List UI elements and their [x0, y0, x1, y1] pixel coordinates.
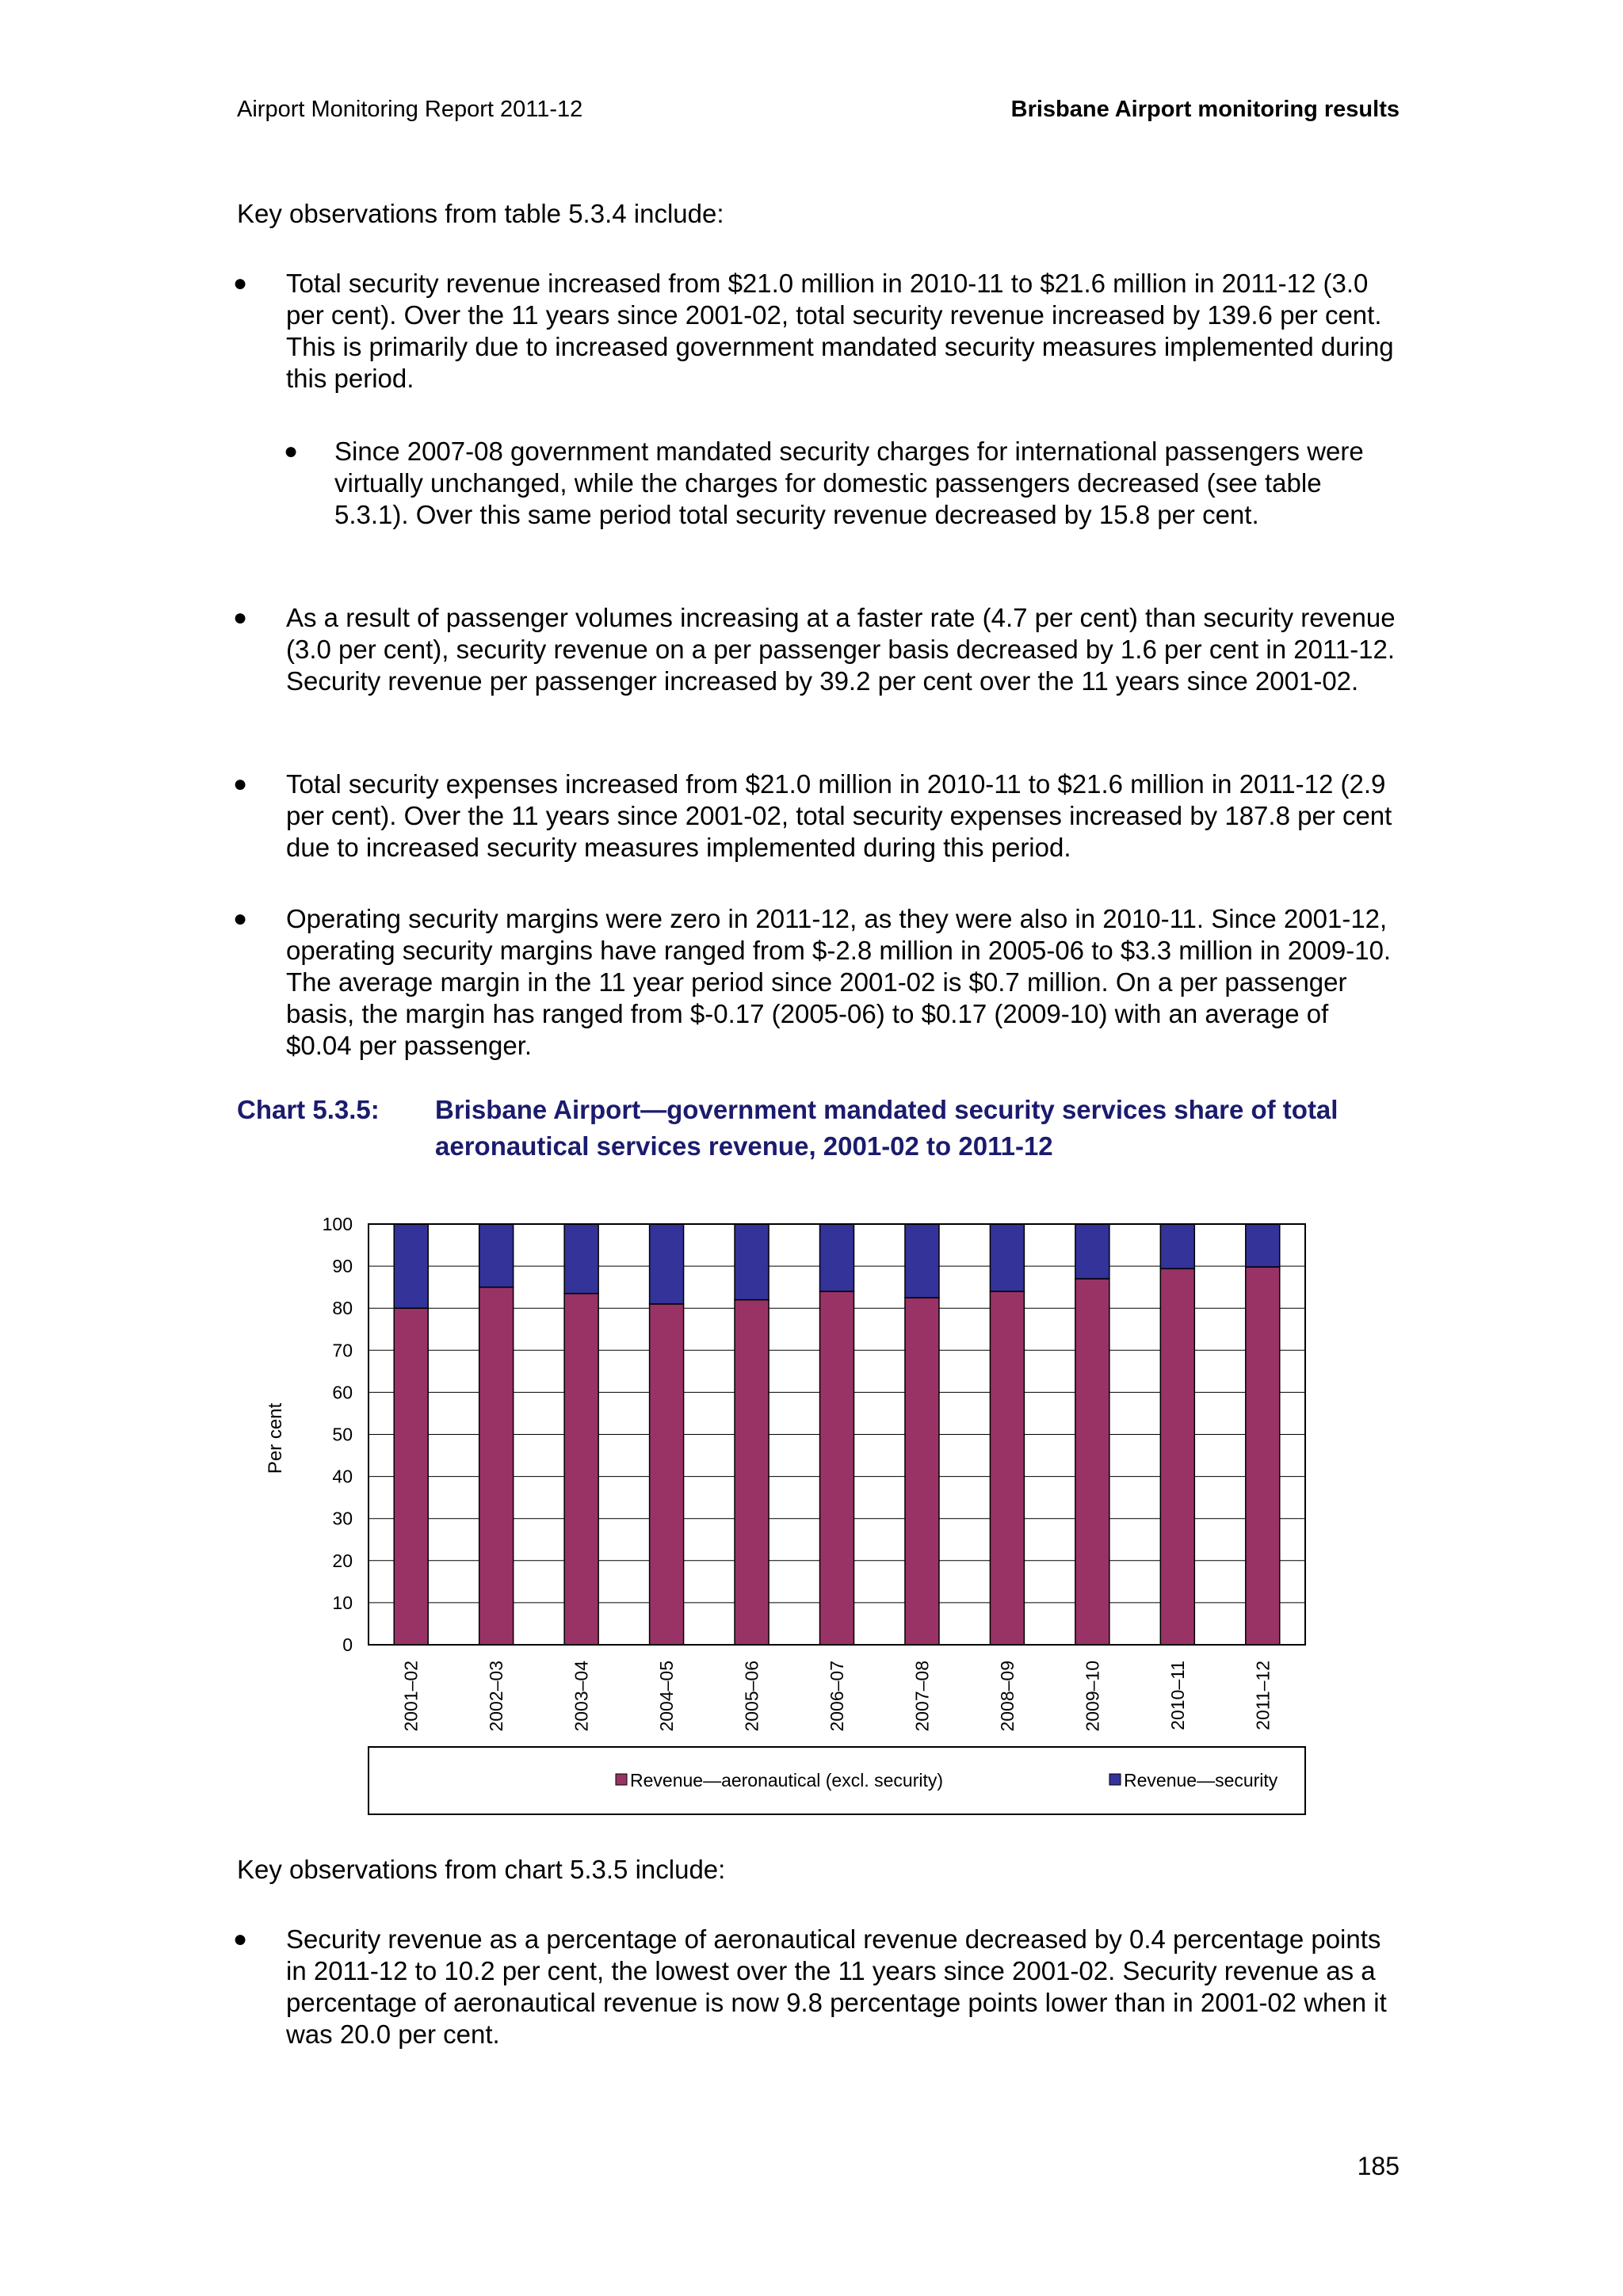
x-tick-label: 2010–11 — [1167, 1661, 1188, 1730]
bar-segment — [905, 1298, 939, 1645]
bar-segment — [990, 1291, 1024, 1645]
bar-segment — [1075, 1224, 1109, 1279]
y-tick-label: 30 — [332, 1508, 353, 1529]
sub-bullet-item — [284, 436, 1396, 531]
bar-segment — [735, 1300, 769, 1645]
bar-segment — [1246, 1224, 1280, 1267]
bar-segment — [990, 1224, 1024, 1291]
bullet-item — [233, 769, 1396, 864]
bar-segment — [650, 1224, 684, 1304]
bullet-text: Operating security margins were zero in 2011-12, as they were also in 2010-11. Since 2001-12, operating security margins have ranged from $-2.8 million in 2005-06 to $3.3 million in 2009-10. The average margin in the 11 year period since 2001-02 is $0.7 million. On a per passenger basis, the margin has ranged from $-0.17 (2005-06) to $0.17 (2009-10) with an average of $0.04 per passenger. — [286, 904, 1392, 1060]
bullet-item — [233, 268, 1396, 395]
intro-paragraph-1: Key observations from table 5.3.4 include: — [237, 199, 724, 228]
bullet-dot-icon: ● — [284, 438, 299, 464]
y-axis-label: Per cent — [265, 1402, 286, 1474]
bullet-dot-icon: ● — [233, 1926, 248, 1952]
x-tick-label: 2009–10 — [1082, 1661, 1103, 1732]
bullet-text: Security revenue as a percentage of aeronautical revenue decreased by 0.4 percentage points in 2011-12 to 10.2 per cent, the lowest over the 11 years since 2001-02. Security revenue as a percentage of aeronautical revenue is now 9.8 percentage points lower than in 2001-02 when it was 20.0 per cent. — [286, 1924, 1387, 2049]
bullet-dot-icon: ● — [233, 605, 248, 631]
x-tick-label: 2005–06 — [741, 1661, 762, 1732]
bullet-dot-icon: ● — [233, 270, 248, 296]
stacked-bar-chart — [254, 1200, 1331, 1826]
bar-segment — [394, 1308, 428, 1645]
bar-segment — [394, 1224, 428, 1308]
bar-segment — [820, 1291, 854, 1645]
header-section-title: Brisbane Airport monitoring results — [1010, 97, 1400, 122]
bar-segment — [905, 1224, 939, 1298]
bar-segment — [735, 1224, 769, 1300]
bar-segment — [479, 1224, 514, 1287]
bullet-text: As a result of passenger volumes increasing at a faster rate (4.7 per cent) than security revenue (3.0 per cent), security revenue on a per passenger basis decreased by 1.6 per cent in 2011-12. Security revenue per passenger increased by 39.2 per cent over the 11 years since 2001-02. — [286, 603, 1396, 696]
x-tick-label: 2004–05 — [656, 1661, 678, 1732]
bar-segment — [820, 1224, 854, 1291]
bullet-text: Since 2007-08 government mandated security charges for international passengers were virtually unchanged, while the charges for domestic passengers decreased (see table 5.3.1). Over this same period total security revenue decreased by 15.8 per cent. — [334, 437, 1364, 529]
bullet-text: Total security revenue increased from $21.0 million in 2010-11 to $21.6 million in 2011-12 (3.0 per cent). Over the 11 years since 2001-02, total security revenue increased by 139.6 per cent. This is primarily due to increased government mandated security measures implemented during this period. — [286, 269, 1394, 393]
intro-paragraph-2: Key observations from chart 5.3.5 include: — [237, 1855, 726, 1884]
legend-swatch — [1109, 1774, 1121, 1785]
chart-caption-title: Brisbane Airport—government mandated security services share of total aeronautical services revenue, 2001-02 to 2011-12 — [435, 1095, 1338, 1161]
legend-label: Revenue—aeronautical (excl. security) — [630, 1770, 944, 1791]
y-tick-label: 0 — [342, 1634, 353, 1655]
x-tick-label: 2002–03 — [486, 1661, 507, 1732]
header-report-title: Airport Monitoring Report 2011-12 — [237, 97, 583, 122]
x-tick-label: 2007–08 — [911, 1661, 933, 1732]
bar-segment — [1160, 1268, 1194, 1645]
bar-segment — [564, 1224, 598, 1294]
bullet-dot-icon: ● — [233, 906, 248, 932]
x-tick-label: 2001–02 — [400, 1661, 422, 1732]
y-tick-label: 100 — [322, 1214, 353, 1234]
legend-label: Revenue—security — [1124, 1770, 1278, 1791]
y-tick-label: 10 — [332, 1592, 353, 1613]
y-tick-label: 70 — [332, 1340, 353, 1361]
x-tick-label: 2006–07 — [827, 1661, 847, 1732]
page-number: 185 — [1357, 2152, 1400, 2180]
bar-segment — [1246, 1267, 1280, 1645]
bullet-dot-icon: ● — [233, 771, 248, 797]
y-tick-label: 40 — [332, 1466, 353, 1487]
x-tick-label: 2011–12 — [1252, 1661, 1274, 1730]
y-tick-label: 50 — [332, 1424, 353, 1445]
legend-swatch — [616, 1774, 627, 1785]
x-tick-label: 2008–09 — [996, 1661, 1018, 1732]
bar-segment — [1075, 1279, 1109, 1645]
y-tick-label: 20 — [332, 1550, 353, 1571]
bullet-item — [233, 602, 1396, 697]
chart-caption-label: Chart 5.3.5: — [237, 1095, 380, 1124]
y-tick-label: 90 — [332, 1256, 353, 1277]
bullet-item — [233, 1924, 1396, 2050]
bar-segment — [479, 1287, 514, 1645]
x-tick-label: 2003–04 — [571, 1661, 592, 1732]
bar-segment — [1160, 1224, 1194, 1268]
bullet-text: Total security expenses increased from $21.0 million in 2010-11 to $21.6 million in 2011-12 (2.9 per cent). Over the 11 years since 2001-02, total security expenses increased by 187.8 per cent due to increased security measures implemented during this period. — [286, 769, 1392, 862]
bullet-item — [233, 903, 1396, 1062]
bar-segment — [650, 1304, 684, 1645]
y-tick-label: 60 — [332, 1382, 353, 1403]
y-tick-label: 80 — [332, 1298, 353, 1319]
bar-segment — [564, 1294, 598, 1645]
